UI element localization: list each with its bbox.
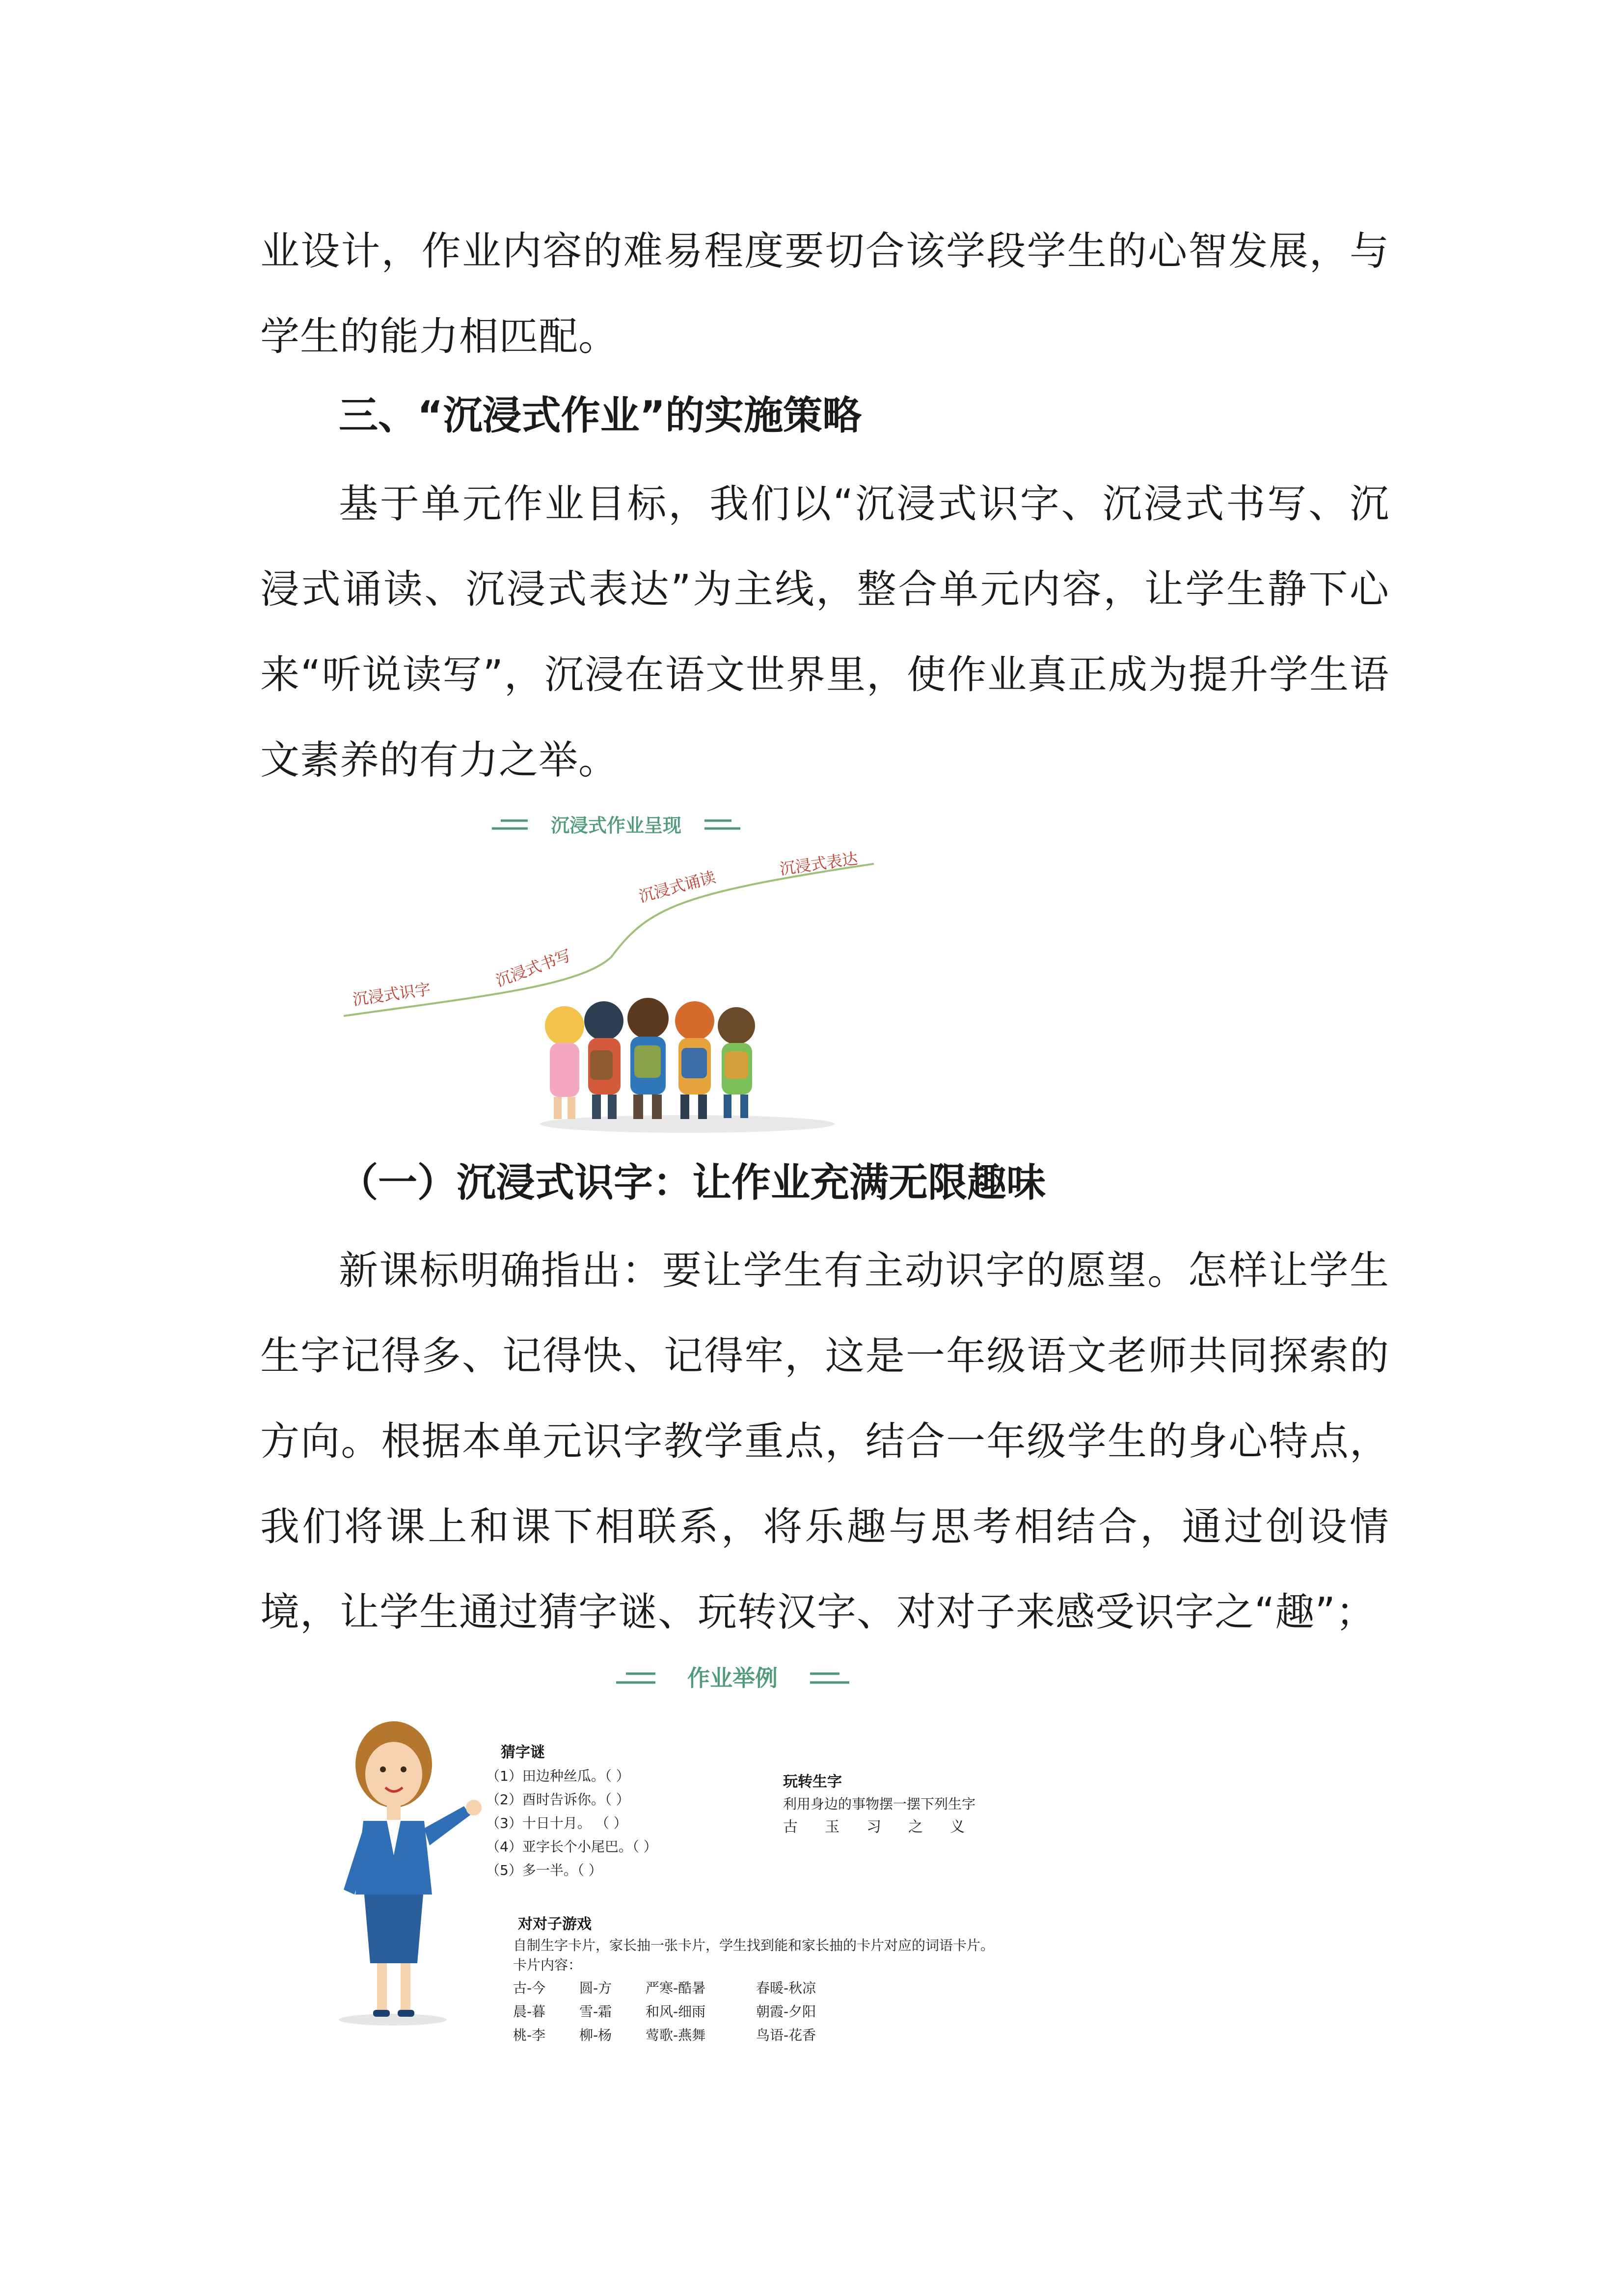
card-cell: 严寒-酷暑: [646, 1980, 706, 1996]
riddle-item-2: （2）酉时告诉你。（ ）: [486, 1791, 630, 1808]
stage-label-4: 沉浸式表达: [778, 849, 859, 879]
riddle-item-3: （3）十日十月。 （ ）: [486, 1815, 627, 1831]
card-cell: 莺歌-燕舞: [646, 2027, 706, 2043]
couplet-game-heading: 对对子游戏: [518, 1916, 592, 1933]
couplet-game-instruction: 自制生字卡片，家长抽一张卡片，学生找到能和家长抽的卡片对应的词语卡片。: [513, 1937, 995, 1953]
stage-label-1: 沉浸式识字: [351, 980, 432, 1009]
riddle-item-4: （4）亚字长个小尾巴。（ ）: [486, 1839, 657, 1855]
play-character: 义: [950, 1818, 965, 1836]
cards-label: 卡片内容：: [513, 1957, 582, 1973]
play-character: 习: [866, 1818, 881, 1836]
play-characters-instruction: 利用身边的事物摆一摆下列生字: [783, 1796, 976, 1812]
play-character: 之: [908, 1818, 923, 1836]
figure-1-title: 沉浸式作业呈现: [550, 815, 682, 836]
card-cell: 柳-杨: [579, 2027, 612, 2043]
play-characters-heading: 玩转生字: [783, 1773, 842, 1790]
card-cell: 桃-李: [513, 2027, 546, 2043]
paragraph-literacy: 新课标明确指出：要让学生有主动识字的愿望。怎样让学生生字记得多、记得快、记得牢，这是一年级语文老师共同探索的方向。根据本单元识字教学重点，结合一年级学生的身心特点，我们将课上和课下相联系，将乐趣与思考相结合，通过创设情境，让学生通过猜字谜、玩转汉字、对对子来感受识字之“趣”；: [260, 1248, 1389, 1635]
play-character: 玉: [825, 1818, 839, 1836]
riddle-item-1: （1）田边种丝瓜。（ ）: [486, 1768, 630, 1784]
card-cell: 圆-方: [579, 1980, 612, 1996]
subheading-literacy: （一）沉浸式识字：让作业充满无限趣味: [339, 1160, 1046, 1205]
stage-label-2: 沉浸式书写: [493, 946, 574, 990]
card-cell: 鸟语-花香: [756, 2027, 816, 2043]
card-cell: 和风-细雨: [646, 2003, 706, 2020]
riddle-item-5: （5）多一半。（ ）: [486, 1862, 602, 1878]
card-cell: 春暖-秋凉: [756, 1980, 816, 1996]
cards-table: [513, 1980, 816, 2043]
card-cell: 晨-暮: [513, 2003, 546, 2020]
stage-label-3: 沉浸式诵读: [637, 867, 718, 906]
figure-2-title: 作业举例: [687, 1665, 778, 1691]
teacher-illustration: [339, 1721, 482, 2026]
section-heading: 三、“沉浸式作业”的实施策略: [339, 393, 862, 438]
card-cell: 朝霞-夕阳: [756, 2003, 816, 2020]
children-illustration: [540, 998, 835, 1133]
card-cell: 雪-霜: [579, 2003, 612, 2020]
riddles-heading: 猜字谜: [501, 1744, 545, 1761]
card-cell: 古-今: [513, 1980, 546, 1996]
play-characters-list: [783, 1818, 965, 1836]
paragraph-continued: 业设计，作业内容的难易程度要切合该学段学生的心智发展，与学生的能力相匹配。: [260, 228, 1389, 359]
play-character: 古: [783, 1818, 798, 1836]
immersive-homework-figure: [334, 810, 884, 1144]
homework-example-figure: [334, 1659, 1070, 2066]
paragraph-strategy: 基于单元作业目标，我们以“沉浸式识字、沉浸式书写、沉浸式诵读、沉浸式表达”为主线，整合单元内容，让学生静下心来“听说读写”，沉浸在语文世界里，使作业真正成为提升学生语文素养的有力之举。: [260, 481, 1389, 783]
